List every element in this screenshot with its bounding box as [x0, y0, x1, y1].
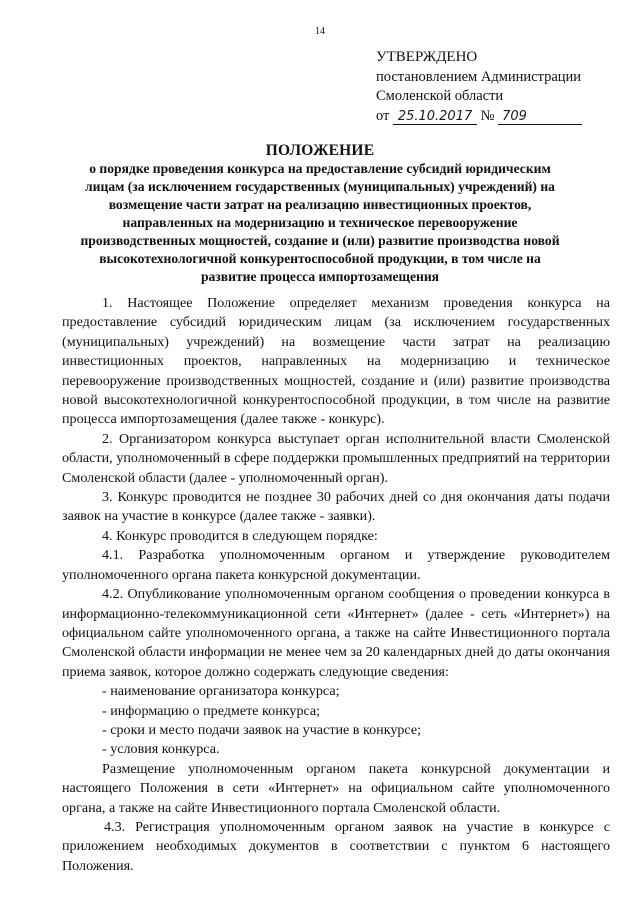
approval-block — [376, 48, 626, 126]
list-item: - сроки и место подачи заявок на участие в конкурсе; — [102, 721, 422, 738]
approval-line-2: Смоленской области — [376, 88, 504, 104]
paragraph-4-2: 4.2. Опубликование уполномоченным органом сообщения о проведении конкурса в информационно-телекоммуникационной сети «Интернет» (далее - сеть «Интернет») на официальном сайте уполномоченного органа, а также на сайте Инвестиционного портала Смоленской области информации не менее чем за 20 календарных дней до даты окончания приема заявок, которое должно содержать следующие сведения: — [62, 586, 610, 680]
document-body — [62, 294, 610, 876]
subtitle-line: развитие процесса импортозамещения — [200, 269, 440, 284]
page-number: 14 — [315, 26, 325, 37]
subtitle-line: высокотехнологичной конкурентоспособной продукции, в том числе на — [99, 251, 541, 266]
list-item: - информацию о предмете конкурса; — [102, 702, 321, 719]
subtitle-line: лицам (за исключением государственных (муниципальных) учреждений) на — [85, 179, 555, 194]
list-item: - условия конкурса. — [102, 741, 220, 758]
paragraph-placement: Размещение уполномоченным органом пакета конкурсной документации и настоящего Положения в сети «Интернет» на официальном сайте уполномоченного органа, а также на сайте Инвестиционного портала Смоленской области. — [62, 760, 610, 816]
approval-date-line — [376, 107, 626, 127]
document-title: ПОЛОЖЕНИЕ — [265, 142, 375, 159]
subtitle-line: возмещение части затрат на реализацию инвестиционных проектов, — [108, 197, 532, 212]
handwritten-date: 25.10.2017 — [393, 109, 477, 125]
date-prefix: от — [376, 107, 390, 124]
approval-line-1: постановлением Администрации — [376, 68, 582, 85]
paragraph-4-1: 4.1. Разработка уполномоченным органом и утверждение руководителем уполномоченного органа пакета конкурсной документации. — [62, 547, 610, 583]
subtitle-line: направленных на модернизацию и техническое перевооружение — [122, 215, 518, 230]
paragraph-4: 4. Конкурс проводится в следующем порядке: — [102, 527, 378, 544]
handwritten-number: 709 — [498, 109, 582, 125]
document-subtitle — [48, 160, 592, 286]
subtitle-line: о порядке проведения конкурса на предоставление субсидий юридическим — [89, 161, 551, 176]
subtitle-line: производственных мощностей, создание и (или) развитие производства новой — [80, 233, 560, 248]
list-item: - наименование организатора конкурса; — [102, 683, 340, 700]
paragraph-3: 3. Конкурс проводится не позднее 30 рабочих дней со дня окончания даты подачи заявок на участие в конкурсе (далее также - заявки). — [62, 489, 610, 525]
paragraph-2: 2. Организатором конкурса выступает орган исполнительной власти Смоленской области, уполномоченный в сфере поддержки промышленных предприятий на территории Смоленской области (далее - уполномоченный орган). — [62, 430, 610, 486]
paragraph-1: 1. Настоящее Положение определяет механизм проведения конкурса на предоставление субсидий юридическим лицам (за исключением государственных (муниципальных) учреждений) на возмещение части затрат на реализацию инвестиционных проектов, направленных на модернизацию и техническое перевооружение производственных мощностей, создание и (или) развитие производства новой высокотехнологичной конкурентоспособной продукции, в том числе на развитие процесса импортозамещения (далее также - конкурс). — [62, 295, 610, 428]
approval-heading: УТВЕРЖДЕНО — [376, 49, 478, 65]
paragraph-4-3: 4.3. Регистрация уполномоченным органом заявок на участие в конкурсе с приложением необходимых документов в соответствии с пунктом 6 настоящего Положения. — [62, 818, 610, 874]
number-sign: № — [480, 107, 495, 124]
